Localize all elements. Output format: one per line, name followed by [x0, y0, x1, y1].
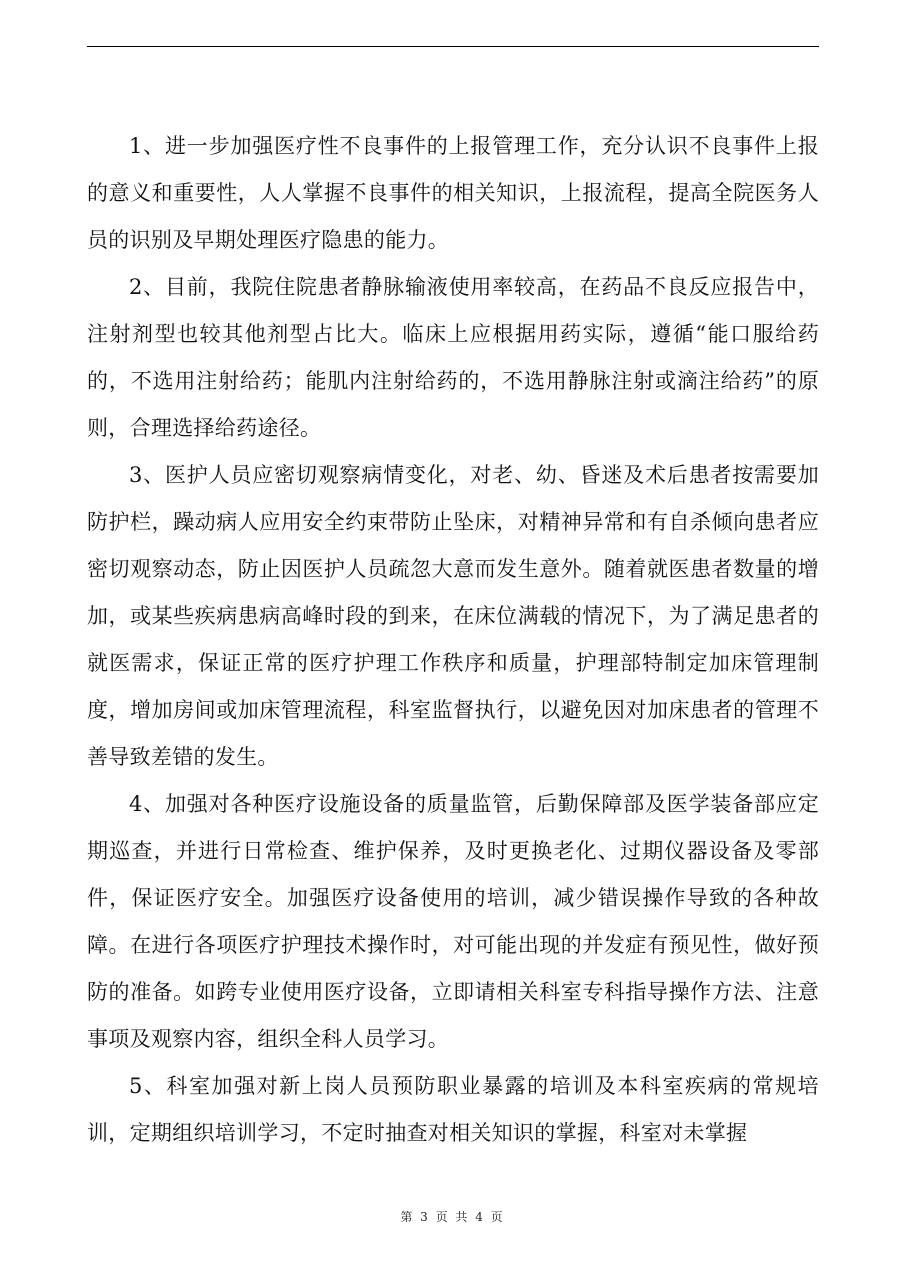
document-body	[87, 123, 819, 1157]
page-number-footer: 第 3 页 共 4 页	[400, 1210, 505, 1224]
paragraph-1: 1、进一步加强医疗性不良事件的上报管理工作，充分认识不良事件上报的意义和重要性，人人掌握不良事件的相关知识，上报流程，提高全院医务人员的识别及早期处理医疗隐患的能力。	[87, 134, 819, 252]
header-rule	[87, 46, 819, 47]
paragraph-4: 4、加强对各种医疗设施设备的质量监管，后勤保障部及医学装备部应定期巡查，并进行日常检查、维护保养，及时更换老化、过期仪器设备及零部件，保证医疗安全。加强医疗设备使用的培训，减少错误操作导致的各种故障。在进行各项医疗护理技术操作时，对可能出现的并发症有预见性，做好预防的准备。如跨专业使用医疗设备，立即请相关科室专科指导操作方法、注意事项及观察内容，组织全科人员学习。	[87, 792, 819, 1051]
paragraph-2: 2、目前，我院住院患者静脉输液使用率较高，在药品不良反应报告中，注射剂型也较其他剂型占比大。临床上应根据用药实际，遵循“能口服给药的，不选用注射给药；能肌内注射给药的，不选用静脉注射或滴注给药”的原则，合理选择给药途径。	[87, 275, 819, 440]
paragraph-5: 5、科室加强对新上岗人员预防职业暴露的培训及本科室疾病的常规培训，定期组织培训学习，不定时抽查对相关知识的掌握，科室对未掌握	[87, 1074, 819, 1145]
paragraph-3: 3、医护人员应密切观察病情变化，对老、幼、昏迷及术后患者按需要加防护栏，躁动病人应用安全约束带防止坠床，对精神异常和有自杀倾向患者应密切观察动态，防止因医护人员疏忽大意而发生意外。随着就医患者数量的增加，或某些疾病患病高峰时段的到来，在床位满载的情况下，为了满足患者的就医需求，保证正常的医疗护理工作秩序和质量，护理部特制定加床管理制度，增加房间或加床管理流程，科室监督执行，以避免因对加床患者的管理不善导致差错的发生。	[87, 463, 819, 769]
